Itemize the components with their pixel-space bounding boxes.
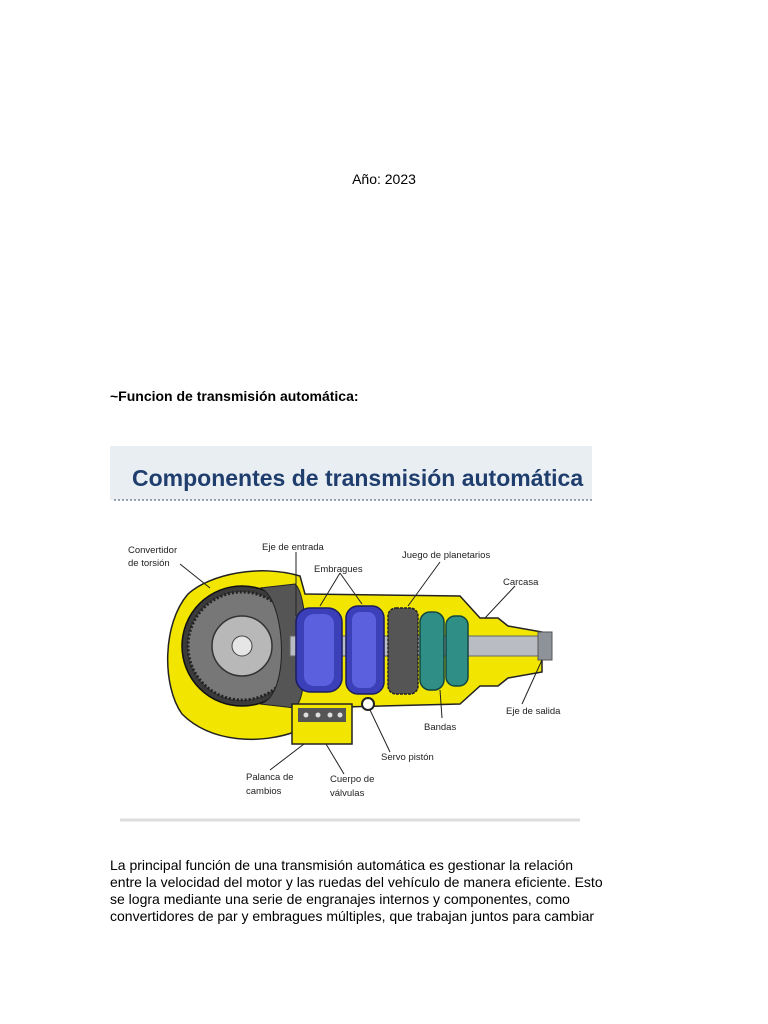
- label-palanca-2: cambios: [246, 786, 282, 797]
- label-palanca-1: Palanca de: [246, 772, 294, 783]
- label-convertidor-1: Convertidor: [128, 545, 178, 556]
- label-eje-salida: Eje de salida: [506, 706, 561, 717]
- paragraph-line: La principal función de una transmisión automática es gestionar la relación: [110, 857, 574, 873]
- label-juego-planetarios: Juego de planetarios: [402, 550, 491, 561]
- section-heading: ~Funcion de transmisión automática:: [110, 388, 359, 404]
- label-servo-piston: Servo pistón: [381, 752, 434, 763]
- band-1: [420, 612, 444, 690]
- label-cuerpo-1: Cuerpo de: [330, 774, 375, 785]
- paragraph-line: convertidores de par y embragues múltiples, que trabajan juntos para cambiar: [110, 908, 595, 924]
- transmission-diagram: [110, 446, 592, 826]
- planetary-gear-set: [388, 608, 418, 694]
- label-embragues: Embragues: [314, 564, 363, 575]
- servo-piston: [362, 698, 374, 710]
- label-eje-entrada: Eje de entrada: [262, 542, 324, 553]
- band-2: [446, 616, 468, 686]
- label-bandas: Bandas: [424, 722, 457, 733]
- year-line: Año: 2023: [352, 171, 416, 187]
- paragraph-line: entre la velocidad del motor y las ruedas del vehículo de manera eficiente. Esto: [110, 874, 603, 890]
- body-paragraph: [110, 857, 670, 925]
- label-carcasa: Carcasa: [503, 577, 539, 588]
- output-shaft-end: [538, 632, 552, 660]
- label-convertidor-2: de torsión: [128, 558, 170, 569]
- label-cuerpo-2: válvulas: [330, 788, 365, 799]
- figure-title: Componentes de transmisión automática: [132, 465, 584, 491]
- paragraph-line: se logra mediante una serie de engranajes internos y componentes, como: [110, 891, 570, 907]
